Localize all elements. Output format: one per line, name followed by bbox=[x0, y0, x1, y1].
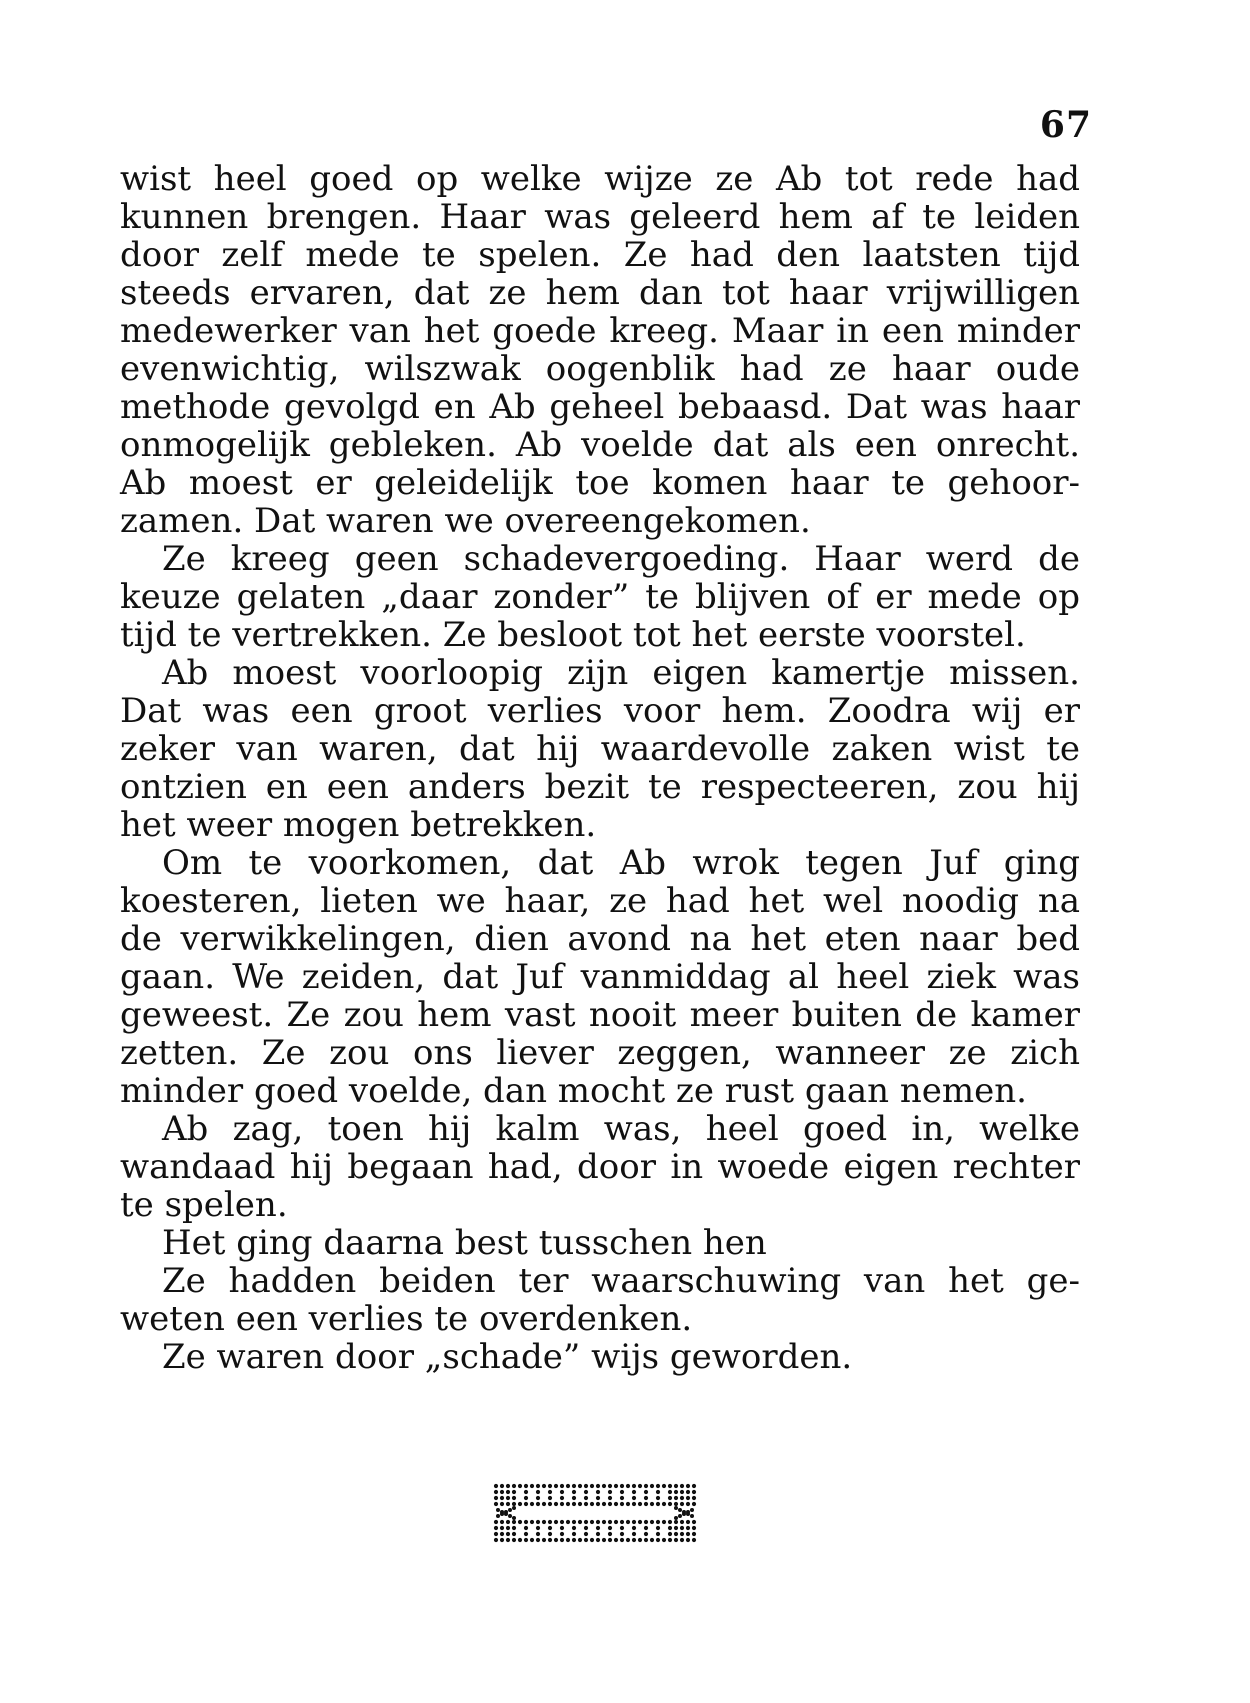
text-line: Ze waren door „schade” wijs geworden. bbox=[162, 1337, 853, 1377]
text-line: Ab moest er geleidelijk toe komen haar te gehoor- bbox=[120, 463, 1080, 503]
text-line: geweest. Ze zou hem vast nooit meer buiten de kamer bbox=[120, 995, 1080, 1035]
text-line: Ze kreeg geen schadevergoeding. Haar werd de bbox=[162, 539, 1080, 579]
text-line: minder goed voelde, dan mocht ze rust gaan nemen. bbox=[120, 1071, 1027, 1111]
text-line: weten een verlies te overdenken. bbox=[120, 1299, 693, 1339]
body-text bbox=[120, 160, 1080, 1376]
text-line: zeker van waren, dat hij waardevolle zaken wist te bbox=[120, 729, 1080, 769]
text-line: onmogelijk gebleken. Ab voelde dat als een onrecht. bbox=[120, 425, 1080, 465]
text-line: methode gevolgd en Ab geheel bebaasd. Dat was haar bbox=[120, 387, 1080, 427]
text-line: te spelen. bbox=[120, 1185, 288, 1225]
text-line: kunnen brengen. Haar was geleerd hem af te leiden bbox=[120, 197, 1080, 237]
text-line: Dat was een groot verlies voor hem. Zoodra wij er bbox=[120, 691, 1080, 731]
text-line: wandaad hij begaan had, door in woede eigen rechter bbox=[120, 1147, 1080, 1187]
text-line: door zelf mede te spelen. Ze had den laatsten tijd bbox=[120, 235, 1080, 275]
text-line: steeds ervaren, dat ze hem dan tot haar vrijwilligen bbox=[120, 273, 1080, 313]
text-line: het weer mogen betrekken. bbox=[120, 805, 597, 845]
text-line: zetten. Ze zou ons liever zeggen, wanneer ze zich bbox=[120, 1033, 1080, 1073]
text-line: tijd te vertrekken. Ze besloot tot het eerste voorstel. bbox=[120, 615, 1026, 655]
text-line: de verwikkelingen, dien avond na het eten naar bed bbox=[120, 919, 1080, 959]
text-line: gaan. We zeiden, dat Juf vanmiddag al heel ziek was bbox=[120, 957, 1080, 997]
text-line: Het ging daarna best tusschen hen bbox=[162, 1223, 767, 1263]
text-line: wist heel goed op welke wijze ze Ab tot rede had bbox=[120, 159, 1080, 199]
text-line: ontzien en een anders bezit te respecteeren, zou hij bbox=[120, 767, 1080, 807]
page-number: 67 bbox=[1039, 104, 1092, 146]
text-line: koesteren, lieten we haar, ze had het wel noodig na bbox=[120, 881, 1080, 921]
text-line: Om te voorkomen, dat Ab wrok tegen Juf ging bbox=[162, 843, 1080, 883]
dotted-end-ornament-icon bbox=[490, 1480, 700, 1546]
text-line: evenwichtig, wilszwak oogenblik had ze haar oude bbox=[120, 349, 1080, 389]
text-line: Ze hadden beiden ter waarschuwing van het ge- bbox=[162, 1261, 1080, 1301]
text-line: Ab moest voorloopig zijn eigen kamertje missen. bbox=[162, 653, 1080, 693]
text-line: Ab zag, toen hij kalm was, heel goed in, welke bbox=[162, 1109, 1080, 1149]
text-line: keuze gelaten „daar zonder” te blijven of er mede op bbox=[120, 577, 1080, 617]
text-line: medewerker van het goede kreeg. Maar in een minder bbox=[120, 311, 1080, 351]
text-line: zamen. Dat waren we overeengekomen. bbox=[120, 501, 811, 541]
